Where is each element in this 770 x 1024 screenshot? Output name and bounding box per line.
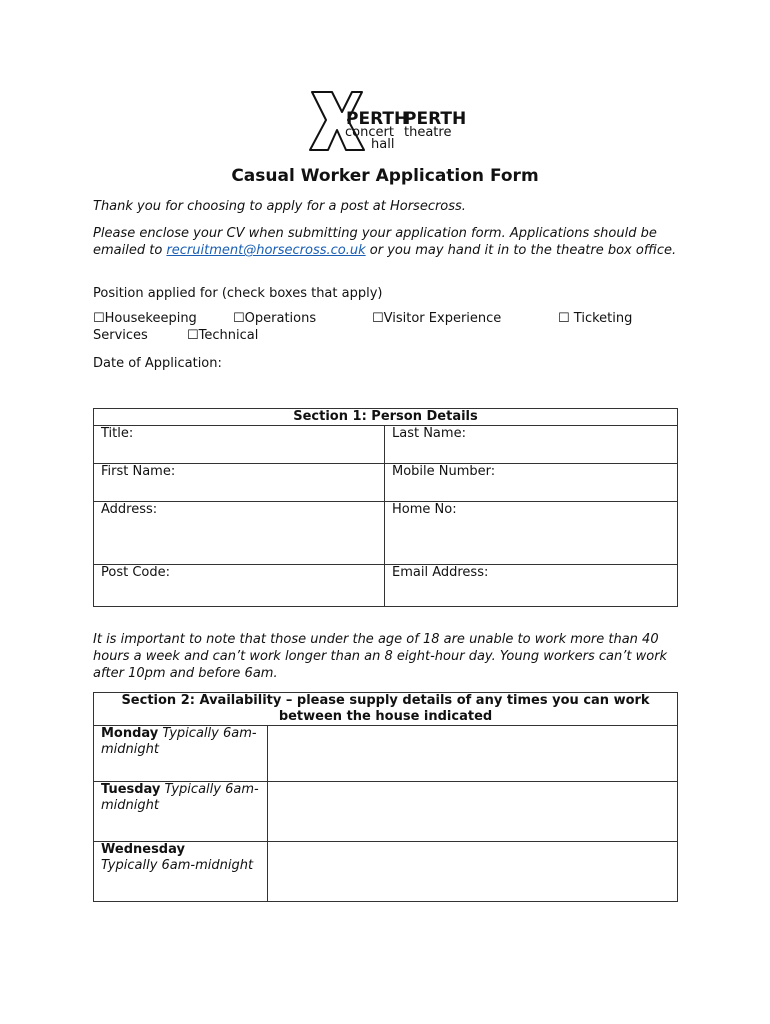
day-hours: Typically 6am-midnight (101, 858, 254, 873)
tuesday-availability-field[interactable] (268, 782, 678, 842)
wednesday-label (94, 842, 268, 902)
first-name-field[interactable]: First Name: (94, 464, 385, 502)
logo-perth-right: PERTH (404, 109, 466, 129)
checkbox-operations[interactable]: ☐Operations (233, 311, 317, 326)
monday-label (94, 726, 268, 782)
logo-hall: hall (371, 137, 395, 152)
logo-concert: concert (345, 125, 394, 140)
checkbox-technical[interactable]: ☐Technical (187, 328, 259, 343)
home-no-field[interactable]: Home No: (385, 502, 678, 565)
cv-instructions (93, 225, 693, 259)
date-label: Date of Application: (93, 356, 222, 371)
position-checkboxes (93, 311, 693, 328)
day-name: Tuesday (101, 782, 161, 797)
day-name: Monday (101, 726, 159, 741)
checkbox-ticketing[interactable]: ☐ Ticketing (558, 311, 633, 326)
wednesday-availability-field[interactable] (268, 842, 678, 902)
tuesday-label (94, 782, 268, 842)
section1-heading: Section 1: Person Details (94, 409, 678, 426)
cv-text-after: or you may hand it in to the theatre box office. (365, 243, 677, 258)
checkbox-housekeeping[interactable]: ☐Housekeeping (93, 311, 197, 326)
availability-table (93, 692, 678, 902)
logo-theatre: theatre (404, 125, 452, 140)
last-name-field[interactable]: Last Name: (385, 426, 678, 464)
title-field[interactable]: Title: (94, 426, 385, 464)
mobile-number-field[interactable]: Mobile Number: (385, 464, 678, 502)
monday-availability-field[interactable] (268, 726, 678, 782)
address-field[interactable]: Address: (94, 502, 385, 565)
checkbox-visitor-experience[interactable]: ☐Visitor Experience (372, 311, 502, 326)
section2-heading: Section 2: Availability – please supply details of any times you can work between the house indicated (94, 693, 678, 726)
page-title: Casual Worker Application Form (231, 166, 539, 186)
position-checkboxes-row2 (93, 328, 693, 345)
age-note: It is important to note that those under the age of 18 are unable to work more than 40 hours a week and can’t work longer than an 8 eight-hour day. Young workers can’t work after 10pm and before 6am. (93, 632, 668, 681)
ticketing-services-label: Services (93, 328, 148, 343)
cv-text-before: Please enclose your CV when submitting your application form. Applications should be emailed to (93, 226, 657, 258)
position-label: Position applied for (check boxes that apply) (93, 286, 383, 301)
post-code-field[interactable]: Post Code: (94, 565, 385, 607)
day-hours: Typically 6am-midnight (101, 726, 257, 757)
intro-text: Thank you for choosing to apply for a post at Horsecross. (93, 199, 466, 214)
perth-logo (306, 90, 466, 152)
recruitment-email-link[interactable]: recruitment@horsecross.co.uk (166, 243, 366, 258)
day-name: Wednesday (101, 842, 185, 857)
email-address-field[interactable]: Email Address: (385, 565, 678, 607)
day-hours: Typically 6am-midnight (101, 782, 259, 813)
logo-perth-left: PERTH (346, 109, 409, 129)
person-details-table (93, 408, 678, 607)
